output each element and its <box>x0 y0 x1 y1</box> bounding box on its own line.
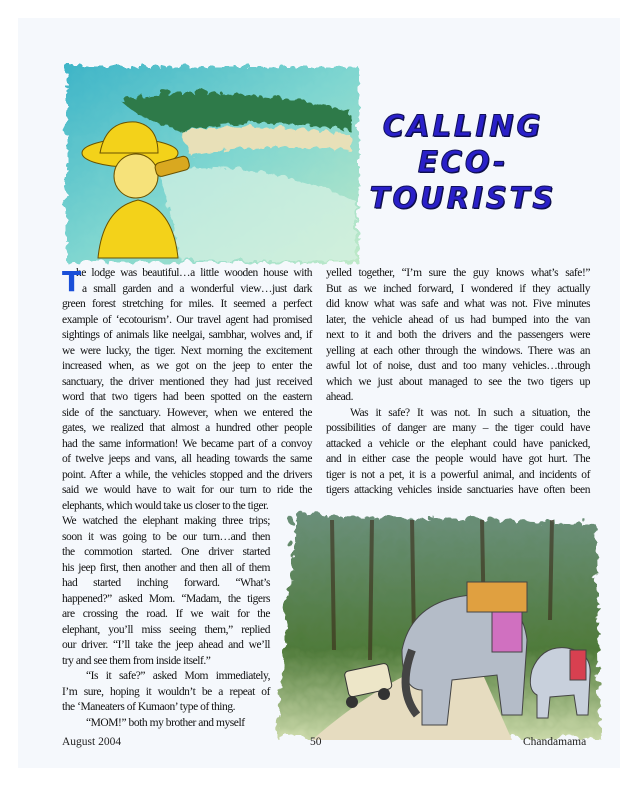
text-line: word that two tigers had been spotted on the eastern <box>62 391 312 403</box>
text-line: which we just about managed to see the two tigers up <box>326 375 590 388</box>
text-line: I’m sure, hoping it wouldn’t be a repeat of <box>62 685 270 698</box>
text-line: side of the sanctuary. However, when we entered the <box>62 406 312 419</box>
article-title <box>358 108 568 216</box>
text-line: sanctuary, the driver mentioned they had just received <box>62 375 312 388</box>
page-number: 50 <box>310 736 322 748</box>
title-line: TOURISTS <box>369 181 557 215</box>
text-line: elephant, you’ll miss seeing them,” replied <box>62 623 270 636</box>
text-line: sightings of animals like neelgai, sambhar, wolves and, if <box>62 329 312 341</box>
text-line: had the same information! We became part of a convoy <box>62 437 312 450</box>
text-line: later, the vehicle ahead of us had bumped into the van <box>326 313 590 326</box>
text-line: and in either case the people would have got hurt. The <box>326 453 590 465</box>
text-line: gates, we realized that almost a hundred other people <box>62 422 312 434</box>
footer-date: August 2004 <box>62 736 122 748</box>
text-line: possibilities of danger are many – the tiger could have <box>326 422 590 434</box>
title-line: ECO- <box>417 145 509 179</box>
text-line: increased when, as we got on the jeep to enter the <box>62 360 312 372</box>
text-line: But as we inched forward, I wondered if they actually <box>326 282 590 295</box>
article-left-narrow-column <box>62 514 270 731</box>
text-line: elephants, which would take us closer to the tiger. <box>62 499 269 512</box>
text-line: point. After a while, the vehicles stopped and the drivers <box>62 468 312 481</box>
text-line: try and see them from inside itself.” <box>62 654 211 667</box>
jungle-elephant-illustration <box>252 500 602 740</box>
text-line: we were lucky, the tiger. Next morning the excitement <box>62 344 312 357</box>
beach-illustration <box>58 58 362 266</box>
text-line: yelling at each other through the windows. There was an <box>326 344 590 357</box>
text-line: the commotion started. One driver started <box>62 546 270 558</box>
text-line: soon it was going to be our turn…and then <box>62 530 270 543</box>
text-line: are crossing the road. If we wait for the <box>62 608 270 620</box>
text-line: said we would have to wait for our turn to ride the <box>62 484 312 496</box>
text-line: a small garden and a wonderful view…just dark <box>82 282 312 295</box>
text-line: our driver. “I’ll take the jeep ahead and we’ll <box>62 639 270 651</box>
text-line: ahead. <box>326 391 353 403</box>
text-line: green forest stretching for miles. It seemed a perfect <box>62 298 312 310</box>
text-line: attacked a vehicle or the elephant could have panicked, <box>326 437 590 450</box>
text-line: example of ‘ecotourism’. Our travel agent had promised <box>62 313 312 326</box>
text-line: did know what was safe and what was not. Five minutes <box>326 298 590 310</box>
text-line: of twelve jeeps and vans, all heading towards the same <box>62 453 312 465</box>
text-line: tiger is not a pet, it is a powerful animal, and incidents of <box>326 468 590 481</box>
article-left-column <box>62 266 312 514</box>
text-line: his jeep first, then another and then all of them <box>62 561 270 574</box>
text-line: the ‘Maneaters of Kumaon’ type of thing. <box>62 701 236 713</box>
drop-cap: T <box>62 265 81 298</box>
text-line: tigers attacking vehicles inside sanctuaries have often been <box>326 484 590 496</box>
text-line: he lodge was beautiful…a little wooden house with <box>76 267 312 279</box>
text-line: happened?” asked Mom. “Madam, the tigers <box>62 592 270 605</box>
text-line: “MOM!” both my brother and myself <box>86 716 245 729</box>
text-line: “Is it safe?” asked Mom immediately, <box>86 670 270 682</box>
magazine-name: Chandamama <box>523 736 587 748</box>
article-right-column <box>326 266 590 499</box>
text-line: had started inching forward. “What’s <box>62 577 270 589</box>
text-line: Was it safe? It was not. In such a situation, the <box>350 406 590 419</box>
title-line: CALLING <box>382 109 544 143</box>
text-line: We watched the elephant making three trips; <box>62 515 270 527</box>
text-line: yelled together, “I’m sure the guy knows what’s safe!” <box>326 267 590 279</box>
text-line: next to it and both the drivers and the passengers were <box>326 329 590 341</box>
text-line: awful lot of noise, dust and too many vehicles…through <box>326 360 590 372</box>
